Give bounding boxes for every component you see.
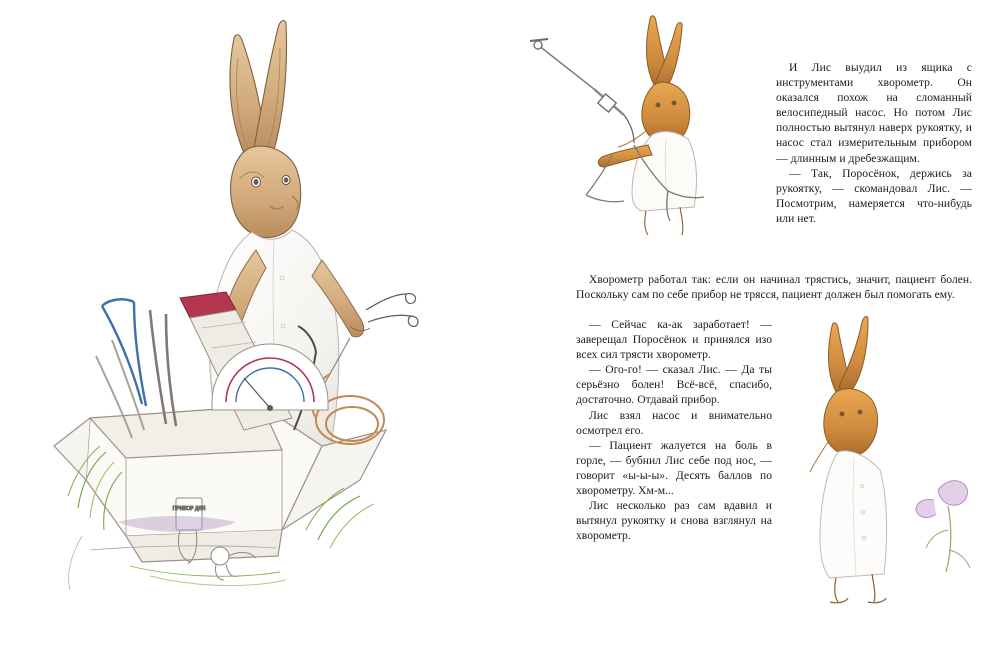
hare-doctor-with-toolbox-illustration (30, 10, 460, 610)
paragraph: — Сейчас ка-ак заработает! — заверещал Поросёнок и принялся изо всех сил трясти хворометр. (576, 318, 772, 362)
text-column-top (776, 60, 972, 226)
box-label: ПРИБОР ДЛЯ (172, 506, 206, 512)
paragraph: Лис несколько раз сам вдавил и вытянул рукоятку и снова взглянул на хворометр. (576, 499, 772, 543)
fox-ears-2 (829, 316, 868, 395)
paragraph: Лис взял насос и внимательно осмотрел его. (576, 408, 772, 437)
paragraph: — Ого-го! — сказал Лис. — Да ты серьёзно болен! Всё-всё, спасибо, достаточно. Отдавай прибор. (576, 363, 772, 407)
fox-coat (632, 132, 696, 211)
text-column-lower (576, 317, 772, 543)
paragraph: И Лис выудил из ящика с инструментами хворометр. Он оказался похож на сломанный велосипедный насос. Но потом Лис полностью вытянул наверх рукоятку, и насос стал измерительным прибором — длинным и дребезжащим. (776, 61, 972, 165)
toolbox (54, 406, 386, 562)
right-page (498, 0, 996, 662)
hare-head (231, 146, 301, 237)
fox-legs (645, 207, 683, 235)
fox-legs-2 (830, 574, 886, 603)
fox-holding-hvorometr-illustration (508, 5, 738, 245)
paragraph: — Так, Поросёнок, держись за рукоятку, — скомандовал Лис. — Посмотрим, намеряется что-нибудь или нет. (776, 166, 972, 225)
flower (916, 481, 970, 572)
paragraph: — Пациент жалуется на боль в горле, — бубнил Лис себе под нос, — говорит «ы-ы-ы». Десять баллов по хворометру. Хм-м... (576, 438, 772, 498)
fox-standing-with-flower-illustration (788, 310, 988, 610)
fox-coat-2 (820, 451, 887, 578)
paragraph: Хворометр работал так: если он начинал трястись, значит, пациент болен. Поскольку сам по себе прибор не трясся, пациент должен был помогать ему. (576, 273, 972, 302)
text-block-wide (576, 272, 972, 302)
fox-ears (647, 16, 683, 91)
hare-ears (230, 21, 287, 157)
